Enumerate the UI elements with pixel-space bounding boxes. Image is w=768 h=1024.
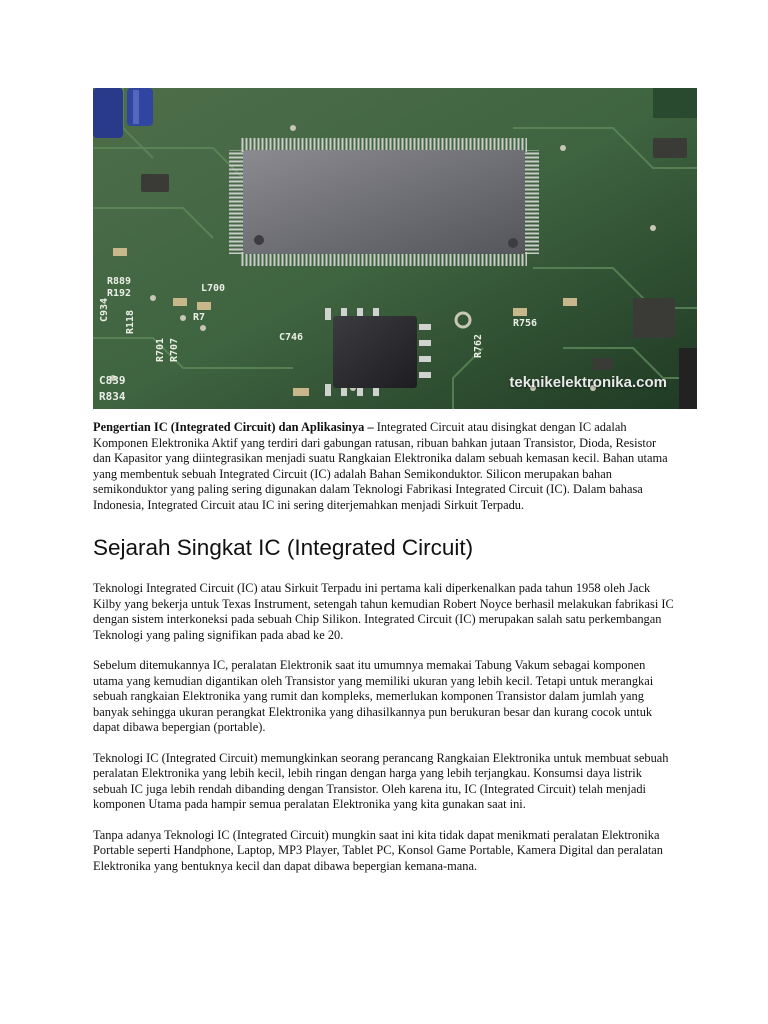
silkscreen-label: R762 [473, 333, 484, 358]
article-body [93, 420, 677, 889]
silkscreen-label: R756 [513, 318, 538, 329]
silkscreen-label: C746 [279, 332, 304, 343]
pcb-photo [93, 88, 697, 409]
silkscreen-label: R834 [99, 390, 126, 403]
silkscreen-label: R118 [125, 309, 136, 334]
intro-text: Integrated Circuit atau disingkat dengan IC adalah Komponen Elektronika Aktif yang terdiri dari gabungan ratusan, ribuan bahkan jutaan Transistor, Dioda, Resistor dan Kapasitor yang diintegrasikan menjadi suatu Rangkaian Elektronika dalam sebuah kemasan kecil. Bahan utama yang membentuk sebuah Integrated Circuit (IC) adalah Bahan Semikonduktor. Silicon merupakan bahan semikonduktor yang paling sering digunakan dalam Teknologi Fabrikasi Integrated Circuit (IC). Dalam bahasa Indonesia, Integrated Circuit atau IC ini sering diterjemahkan menjadi Sirkuit Terpadu. [93, 420, 668, 512]
silkscreen-label: C934 [99, 297, 110, 322]
pcb-illustration [93, 88, 697, 409]
silkscreen-label: C839 [99, 374, 126, 387]
body-paragraph: Teknologi Integrated Circuit (IC) atau Sirkuit Terpadu ini pertama kali diperkenalkan pada tahun 1958 oleh Jack Kilby yang bekerja untuk Texas Instrument, setengah tahun kemudian Robert Noyce berhasil melakukan fabrikasi IC dengan sistem interkoneksi pada sebuah Chip Silikon. Integrated Circuit (IC) merupakan salah satu perkembangan Teknologi yang paling signifikan pada abad ke 20. [93, 581, 674, 642]
silkscreen-label: R701 [155, 337, 166, 362]
section-heading: Sejarah Singkat IC (Integrated Circuit) [93, 535, 474, 560]
intro-lead: Pengertian IC (Integrated Circuit) dan Aplikasinya – [93, 420, 374, 434]
photo-watermark: teknikelektronika.com [509, 374, 667, 391]
intro-paragraph [93, 420, 677, 513]
silkscreen-label: R7 [193, 312, 206, 323]
silkscreen-label: L700 [201, 283, 226, 294]
body-paragraph: Teknologi IC (Integrated Circuit) memungkinkan seorang perancang Rangkaian Elektronika untuk membuat sebuah peralatan Elektronika yang lebih kecil, lebih ringan dengan harga yang lebih terjangkau. Konsumsi daya listrik sebuah IC juga lebih rendah dibanding dengan Transistor. Oleh karena itu, IC (Integrated Circuit) telah menjadi komponen Utama pada hampir semua peralatan Elektronika yang kita gunakan saat ini. [93, 750, 669, 811]
body-paragraph: Sebelum ditemukannya IC, peralatan Elektronik saat itu umumnya memakai Tabung Vakum sebagai komponen utama yang kemudian digantikan oleh Transistor yang memiliki ukuran yang lebih kecil. Tetapi untuk merangkai sebuah rangkaian Elektronika yang rumit dan kompleks, memerlukan komponen Transistor dalam jumlah yang banyak sehingga ukuran perangkat Elektronika yang dihasilkannya pun berukuran besar dan kurang cocok untuk dapat dibawa bepergian (portable). [93, 658, 654, 734]
body-paragraph: Tanpa adanya Teknologi IC (Integrated Circuit) mungkin saat ini kita tidak dapat menikmati peralatan Elektronika Portable seperti Handphone, Laptop, MP3 Player, Tablet PC, Konsol Game Portable, Kamera Digital dan peralatan Elektronika yang bentuknya kecil dan dapat dibawa bepergian kemana-mana. [93, 827, 663, 873]
silkscreen-label: R192 [107, 288, 132, 299]
silkscreen-label: R889 [107, 276, 132, 287]
silkscreen-label: R707 [169, 337, 180, 362]
